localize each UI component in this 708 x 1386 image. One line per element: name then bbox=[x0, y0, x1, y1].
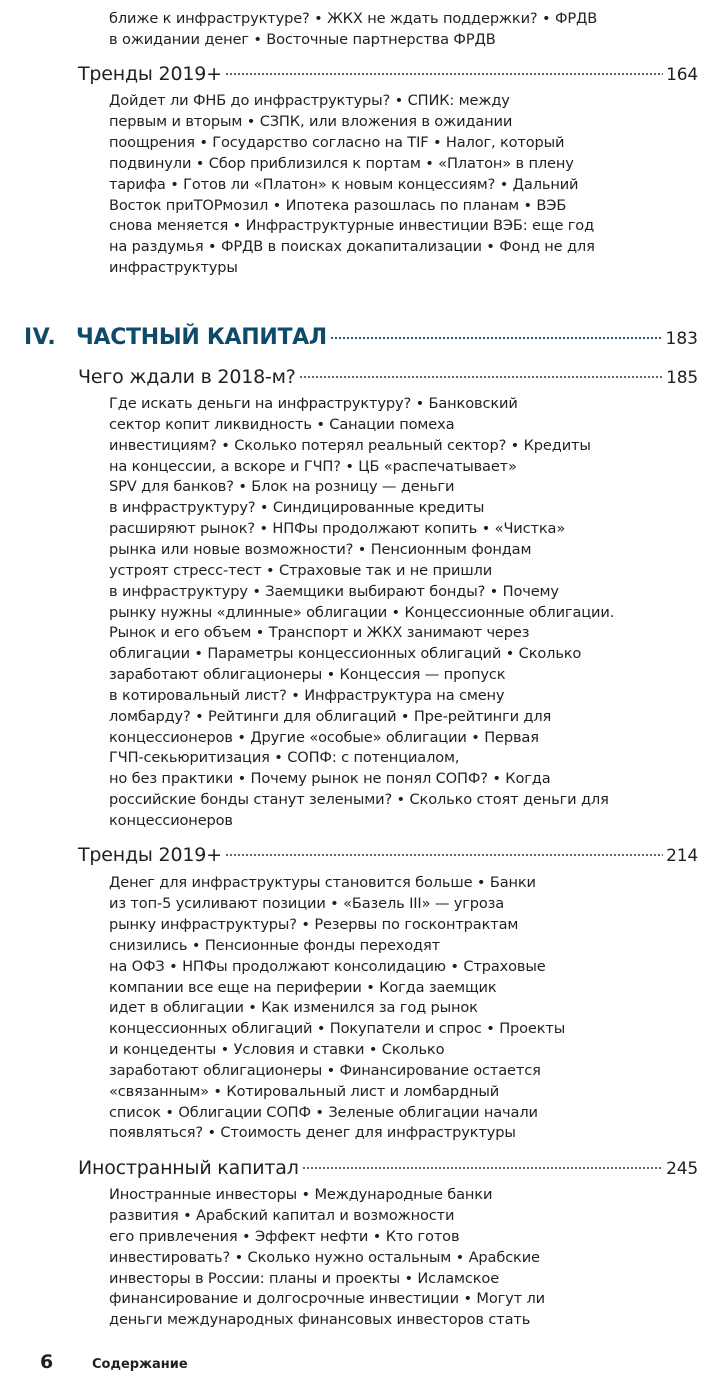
toc-description-line: появляться? • Стоимость денег для инфраструктуры bbox=[109, 1124, 516, 1141]
toc-entry-page: 245 bbox=[666, 1159, 698, 1179]
toc-description-line: инвестировать? • Сколько нужно остальным • Арабские bbox=[109, 1249, 540, 1266]
toc-description-line: Восток приТОРмозил • Ипотека разошлась по планам • ВЭБ bbox=[109, 197, 567, 214]
toc-description-line: на концессии, а вскоре и ГЧП? • ЦБ «распечатывает» bbox=[109, 458, 517, 475]
toc-description-line: расширяют рынок? • НПФы продолжают копить • «Чистка» bbox=[109, 520, 566, 537]
toc-description-line: из топ-5 усиливают позиции • «Базель III» — угроза bbox=[109, 895, 505, 912]
toc-description-line: российские бонды станут зелеными? • Сколько стоят деньги для bbox=[109, 791, 609, 808]
part-number: IV. bbox=[24, 325, 57, 350]
toc-description-line: инвестициям? • Сколько потерял реальный сектор? • Кредиты bbox=[109, 437, 591, 454]
toc-description-line: снизились • Пенсионные фонды переходят bbox=[109, 937, 440, 954]
toc-description-line: ближе к инфраструктуре? • ЖКХ не ждать поддержки? • ФРДВ bbox=[109, 10, 598, 27]
toc-description-line: тарифа • Готов ли «Платон» к новым концессиям? • Дальний bbox=[109, 176, 579, 193]
toc-description-line: концессионеров bbox=[109, 812, 233, 829]
toc-entry-expectations-2018[interactable] bbox=[78, 364, 698, 391]
toc-description-line: список • Облигации СОПФ • Зеленые облигации начали bbox=[109, 1104, 538, 1121]
part-page: 183 bbox=[665, 329, 698, 349]
toc-description-line: финансирование и долгосрочные инвестиции • Могут ли bbox=[109, 1290, 545, 1307]
toc-description-line: инфраструктуры bbox=[109, 259, 238, 276]
toc-description-line: на раздумья • ФРДВ в поисках докапитализации • Фонд не для bbox=[109, 238, 595, 255]
toc-entry-trends-164[interactable] bbox=[78, 61, 698, 88]
toc-description-line: деньги международных финансовых инвесторов стать bbox=[109, 1311, 531, 1328]
toc-entry-trends-214[interactable] bbox=[78, 842, 698, 869]
toc-entry-title: Чего ждали в 2018-м? bbox=[78, 366, 296, 388]
toc-description-line: инвесторы в России: планы и проекты • Исламское bbox=[109, 1270, 500, 1287]
toc-description-line: ломбарду? • Рейтинги для облигаций • Пре-рейтинги для bbox=[109, 708, 552, 725]
toc-entry-title: Иностранный капитал bbox=[78, 1157, 299, 1179]
toc-description-line: идет в облигации • Как изменился за год рынок bbox=[109, 999, 478, 1016]
toc-description-line: SPV для банков? • Блок на розницу — деньги bbox=[109, 478, 455, 495]
toc-entry-page: 164 bbox=[666, 65, 698, 85]
toc-description-line: сектор копит ликвидность • Санации помеха bbox=[109, 416, 455, 433]
toc-description-line: Дойдет ли ФНБ до инфраструктуры? • СПИК: между bbox=[109, 92, 510, 109]
toc-description-line: компании все еще на периферии • Когда заемщик bbox=[109, 979, 497, 996]
toc-description-line: рынку инфраструктуры? • Резервы по госконтрактам bbox=[109, 916, 519, 933]
toc-description-line: рынка или новые возможности? • Пенсионным фондам bbox=[109, 541, 532, 558]
toc-entry-title: Тренды 2019+ bbox=[78, 63, 222, 85]
dot-leader bbox=[302, 1166, 663, 1170]
part-title: ЧАСТНЫЙ КАПИТАЛ bbox=[76, 325, 327, 350]
toc-entry-page: 214 bbox=[666, 846, 698, 866]
toc-description-line: в инфраструктуру? • Синдицированные кредиты bbox=[109, 499, 485, 516]
toc-description-line: заработают облигационеры • Концессия — пропуск bbox=[109, 666, 506, 683]
toc-description-line: на ОФЗ • НПФы продолжают консолидацию • Страховые bbox=[109, 958, 546, 975]
toc-description-line: «связанным» • Котировальный лист и ломбардный bbox=[109, 1083, 500, 1100]
page-number: 6 bbox=[40, 1351, 54, 1373]
toc-description-line: первым и вторым • СЗПК, или вложения в ожидании bbox=[109, 113, 513, 130]
toc-entry-title: Тренды 2019+ bbox=[78, 844, 222, 866]
dot-leader bbox=[225, 853, 663, 857]
toc-entry-page: 185 bbox=[666, 368, 698, 388]
toc-description-line: но без практики • Почему рынок не понял СОПФ? • Когда bbox=[109, 770, 551, 787]
toc-description-line: Иностранные инвесторы • Международные банки bbox=[109, 1186, 493, 1203]
dot-leader bbox=[330, 336, 663, 340]
toc-description-line: облигации • Параметры концессионных облигаций • Сколько bbox=[109, 645, 582, 662]
toc-description-line: устроят стресс-тест • Страховые так и не пришли bbox=[109, 562, 493, 579]
toc-description-line: в котировальный лист? • Инфраструктура на смену bbox=[109, 687, 505, 704]
toc-description-line: концессионных облигаций • Покупатели и спрос • Проекты bbox=[109, 1020, 566, 1037]
toc-description-line: концессионеров • Другие «особые» облигации • Первая bbox=[109, 729, 539, 746]
toc-description-line: в инфраструктуру • Заемщики выбирают бонды? • Почему bbox=[109, 583, 559, 600]
toc-description-line: снова меняется • Инфраструктурные инвестиции ВЭБ: еще год bbox=[109, 217, 595, 234]
toc-description-line: подвинули • Сбор приблизился к портам • «Платон» в плену bbox=[109, 155, 574, 172]
toc-description-line: Рынок и его объем • Транспорт и ЖКХ занимают через bbox=[109, 624, 530, 641]
toc-description-line: заработают облигационеры • Финансирование остается bbox=[109, 1062, 541, 1079]
toc-description-line: Денег для инфраструктуры становится больше • Банки bbox=[109, 874, 536, 891]
dot-leader bbox=[299, 375, 663, 379]
running-footer-label: Содержание bbox=[92, 1357, 188, 1372]
toc-description-line: его привлечения • Эффект нефти • Кто готов bbox=[109, 1228, 460, 1245]
toc-description-line: развития • Арабский капитал и возможности bbox=[109, 1207, 455, 1224]
dot-leader bbox=[225, 72, 663, 76]
page-footer bbox=[40, 1351, 188, 1373]
toc-description-line: Где искать деньги на инфраструктуру? • Банковский bbox=[109, 395, 518, 412]
toc-description-line: и концеденты • Условия и ставки • Сколько bbox=[109, 1041, 445, 1058]
toc-part-heading[interactable] bbox=[24, 325, 698, 350]
toc-description-line: в ожидании денег • Восточные партнерства ФРДВ bbox=[109, 31, 496, 48]
toc-description-line: поощрения • Государство согласно на TIF • Налог, который bbox=[109, 134, 565, 151]
toc-description-line: ГЧП-секьюритизация • СОПФ: с потенциалом, bbox=[109, 749, 460, 766]
toc-description-line: рынку нужны «длинные» облигации • Концессионные облигации. bbox=[109, 604, 615, 621]
toc-entry-foreign-capital[interactable] bbox=[78, 1155, 698, 1182]
